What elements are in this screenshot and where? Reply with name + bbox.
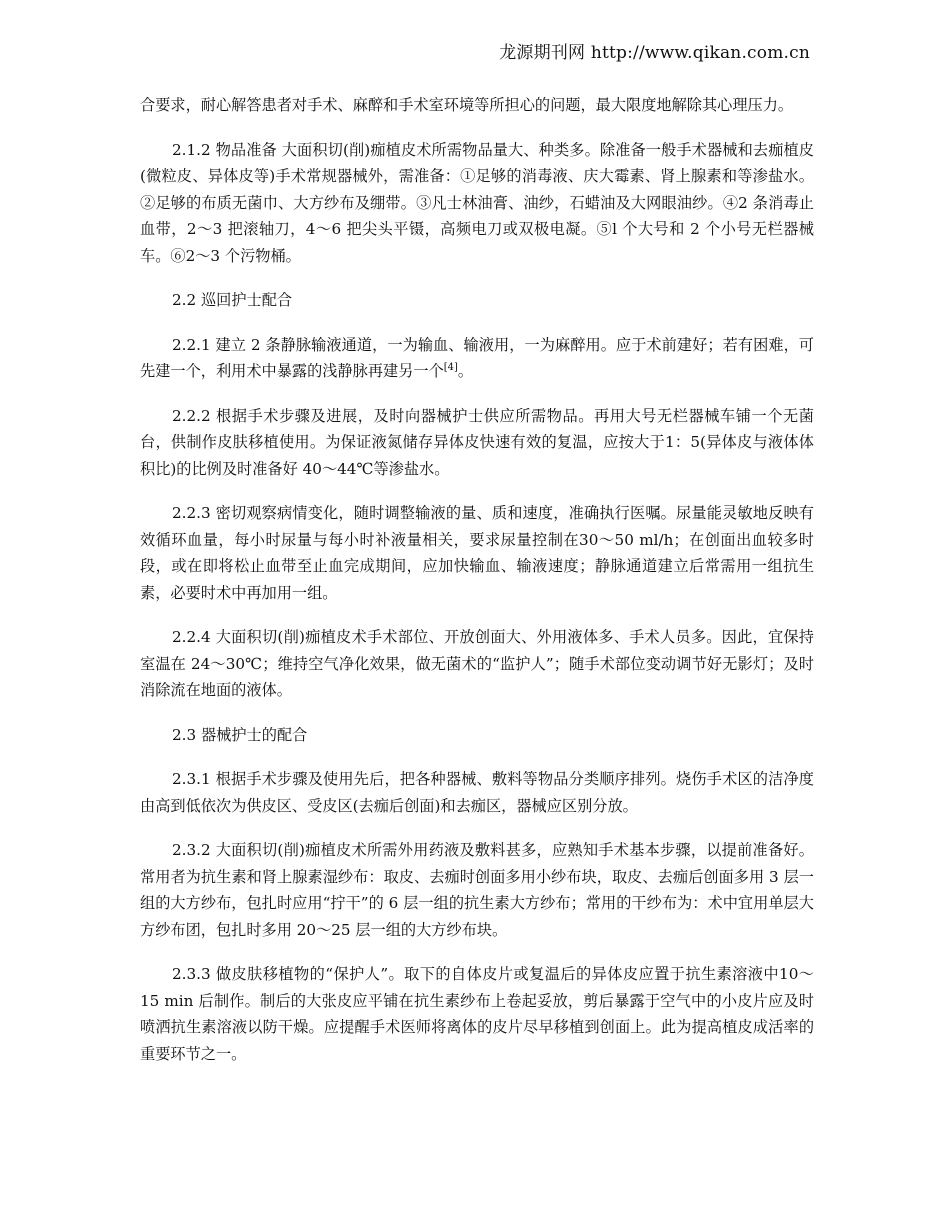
section-heading-2-3: 2.3 器械护士的配合: [172, 725, 308, 744]
paragraph-tail: 。: [457, 362, 474, 380]
paragraph-continuation: 合要求，耐心解答患者对手术、麻醉和手术室环境等所担心的问题，最大限度地解除其心理压力。: [140, 96, 794, 114]
site-header: 龙源期刊网 http://www.qikan.com.cn: [499, 43, 810, 63]
citation-ref: [4]: [443, 361, 458, 373]
paragraph-2-3-3: 2.3.3 做皮肤移植物的“保护人”。取下的自体皮片或复温后的异体皮应置于抗生素溶液中10～15 min 后制作。制后的大张皮应平铺在抗生素纱布上卷起妥放，剪后暴露于空气中的小皮片应及时喷洒抗生素溶液以防干燥。应提醒手术医师将离体的皮片尽早移植到创面上。此为提高植皮成活率的重要环节之一。: [140, 965, 814, 1063]
paragraph-text: 2.2.1 建立 2 条静脉输液通道，一为输血、输液用，一为麻醉用。应于术前建好；若有困难，可先建一个，利用术中暴露的浅静脉再建另一个: [140, 335, 814, 380]
section-heading-2-2: 2.2 巡回护士配合: [172, 291, 293, 309]
paragraph-2-1-2: 2.1.2 物品准备 大面积切(削)痂植皮术所需物品量大、种类多。除准备一般手术器械和去痂植皮(微粒皮、异体皮等)手术常规器械外，需准备：①足够的消毒液、庆大霉素、肾上腺素和等渗盐水。②足够的布质无菌巾、大方纱布及绷带。③凡士林油膏、油纱，石蜡油及大网眼油纱。④2 条消毒止血带，2～3 把滚轴刀，4～6 把尖头平镊，高频电刀或双极电凝。⑤l 个大号和 2 个小号无栏器械车。⑥2～3 个污物桶。: [140, 140, 814, 265]
article-body: [140, 92, 814, 1085]
paragraph-2-3-1: 2.3.1 根据手术步骤及使用先后，把各种器械、敷料等物品分类顺序排列。烧伤手术区的洁净度由高到低依次为供皮区、受皮区(去痂后创面)和去痂区，器械应区别分放。: [140, 770, 814, 815]
paragraph-2-2-1: [140, 332, 814, 385]
paragraph-2-2-2: 2.2.2 根据手术步骤及进展，及时向器械护士供应所需物品。再用大号无栏器械车铺一个无菌台，供制作皮肤移植使用。为保证液氮储存异体皮快速有效的复温，应按大于1：5(异体皮与液体体积比)的比例及时准备好 40～44℃等渗盐水。: [140, 406, 814, 478]
paragraph-2-3-2: 2.3.2 大面积切(削)痂植皮术所需外用药液及敷料甚多，应熟知手术基本步骤，以提前准备好。常用者为抗生素和肾上腺素湿纱布：取皮、去痂时创面多用小纱布块，取皮、去痂后创面多用 3 层一组的大方纱布，包扎时应用“拧干”的 6 层一组的抗生素大方纱布；常用的干纱布为：术中宜用单层大方纱布团，包扎时多用 20～25 层一组的大方纱布块。: [140, 841, 814, 939]
paragraph-2-2-3: 2.2.3 密切观察病情变化，随时调整输液的量、质和速度，准确执行医嘱。尿量能灵敏地反映有效循环血量，每小时尿量与每小时补液量相关，要求尿量控制在30～50 ml/h；在创面出血较多时段，或在即将松止血带至止血完成期间，应加快输血、输液速度；静脉通道建立后常需用一组抗生素，必要时术中再加用一组。: [140, 504, 814, 602]
paragraph-2-2-4: 2.2.4 大面积切(削)痂植皮术手术部位、开放创面大、外用液体多、手术人员多。因此，宜保持室温在 24～30℃；维持空气净化效果，做无菌术的“监护人”；随手术部位变动调节好无影灯；及时消除流在地面的液体。: [140, 628, 814, 699]
